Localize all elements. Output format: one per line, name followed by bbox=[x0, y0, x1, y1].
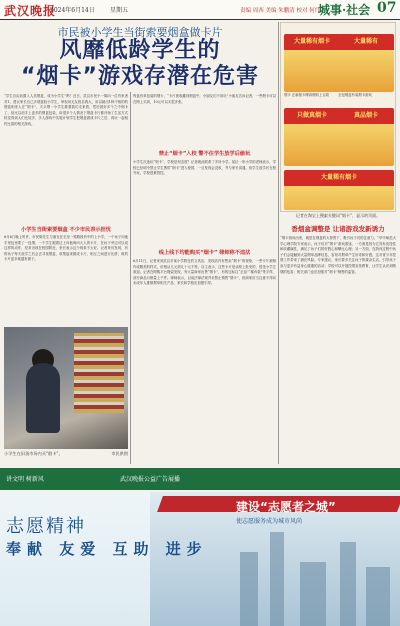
band-title: 武汉晚报公益广告展播 bbox=[120, 476, 181, 483]
ad-building bbox=[340, 542, 356, 626]
photo-credit: 市民供图 bbox=[111, 451, 128, 456]
section-body-1: 6月6日晚上时许，市民陈先生与朋友在走至一路路段有中的上小学，一个孩子向他手里包里要了一包烟，一个学生跟着边上向他询问大人的卡片，在孩子旁边可以说这样的动作，经常出现在校园附近，家长表示这个现象不太好。记者采访发现，有的孩子每天放学之后会去寻找烟盒，收集起来做成卡片，相互之间进行比拼，谁的卡片更多就越有面子。 bbox=[4, 235, 128, 262]
promo-caption: 记者在淘宝上搜索关键词“烟卡”，显示的页面。 bbox=[295, 213, 381, 218]
column-divider-1 bbox=[130, 92, 131, 464]
article-subhead: 市民被小学生当街索要烟盒做卡片 bbox=[57, 26, 223, 39]
page-number: 07 bbox=[377, 0, 397, 16]
issue-date: 2024年6月14日 bbox=[50, 7, 95, 14]
ad-title: 志愿精神 bbox=[6, 516, 86, 537]
section-body-3: 6月11日，记者来到武汉市某小学附近的文具店，发现店内有售卖“烟卡”的现象，一些卡片被制作成精美的样式，价格从几元到几十元不等。店主表示，这些卡片是从网上批发的，很受小学生欢迎。记者在网购平台搜索发现，有大量商家出售“烟卡”，有的还标注“正品”“稀有款”等字样，部分商品月销量上千件。律师表示，目前法律法规并未禁止销售“烟卡”，但商家应当注意不得向未成年人推销烟草相关产品，家长和学校应加强引导。 bbox=[133, 259, 276, 286]
promo-card-3-title: 只做真烟卡 bbox=[284, 108, 340, 124]
issue-weekday: 星期五 bbox=[110, 7, 129, 14]
promo-card-2 bbox=[338, 34, 394, 92]
column-divider-2 bbox=[278, 22, 279, 464]
headline-line-1: 风靡低龄学生的 bbox=[59, 38, 221, 63]
newspaper-logo: 武汉晚报 bbox=[4, 4, 57, 18]
promo-card-1-title: 大量稀有烟卡 bbox=[284, 34, 340, 50]
section-heading-1: 小学生当街索要烟盒 不少市民表示担忧 bbox=[21, 227, 111, 233]
photo-caption-text: 小学生在旧货市场内买“烟卡”。 bbox=[4, 451, 63, 456]
promo-card-5-title: 大量稀有烟卡 bbox=[284, 170, 394, 186]
article-photo bbox=[4, 327, 128, 449]
ad-building bbox=[240, 552, 258, 626]
section-name: 城事·社会 bbox=[318, 3, 371, 17]
photo-child bbox=[26, 363, 60, 433]
promo-text-1: 烟卡 正新版卡牌真假的上百款 bbox=[284, 93, 330, 97]
article-intro: “学生自由前置入人类烟盒，成为小学生”吗？近日，武汉市民小一陈向一位有家者对1，建议家长自己多烟盒较小学生，审视用无友段自我大，用以就出1种不相的的烟盒相来人在“烟卡”，天买烟一小学生推着我们走来看，然后挑好多个之中烟卡了，但比以前手上更多的烟盒包装，用很多个人情况下烟盒卡片都开始了生活方式转变得到人们比较多，多人游戏中实施计划学生把烟盒做成卡片之后，再玩一起相约比赛的相关游戏。 bbox=[4, 94, 128, 126]
ad-heading: 建设“志愿者之城” bbox=[236, 500, 336, 514]
editor-credits: 责编 周西 美编 朱鹏清 校对 何红四 bbox=[240, 8, 326, 14]
ad-subheading: 使志愿服务成为城市风尚 bbox=[236, 518, 303, 525]
ad-slogan: 奉献 友爱 互助 进步 bbox=[6, 540, 208, 558]
ad-building bbox=[270, 532, 284, 626]
promo-card-1 bbox=[284, 34, 340, 92]
section-heading-3: 线上线下均能购买“烟卡” 律师称不违法 bbox=[158, 250, 251, 256]
column2-intro: 每盒有单包装的烟卡，“卡片被收藏到烟盒中，小朋友们不用玩”小朋友告诉记者，一些烟卡可以在网上买到，10元可以买很多张。 bbox=[133, 94, 276, 104]
photo-shelf bbox=[74, 333, 124, 413]
right-body: “烟卡游戏出来，就是在烟盒的大背景下，吸引孩子们的注意力。”华中师范大学心理学院专家表示，孩子们对“烟卡”游戏着迷，一方面是因为它具有竞技性和收藏属性，满足了孩子们的好胜心和攀比心理；另一方面，在游戏过程中孩子们会接触到大量烟草品牌信息，容易对烟草产生好奇和好感，这对青少年控烟工作带来了潜在风险。专家建议，家长要多关注孩子的课余生活，引导孩子参与更多有益身心健康的活动；学校可以开展控烟宣传教育，让学生认识到吸烟的危害；相关部门也应加强对“烟卡”销售的监管。 bbox=[280, 236, 396, 274]
band-tag: 讲文明 树新风 bbox=[6, 476, 44, 483]
masthead bbox=[0, 0, 400, 20]
headline-line-2: “烟卡”游戏存潜在危害 bbox=[21, 64, 259, 89]
promo-text-2: 全包烟盒有装烟卡游戏 bbox=[338, 93, 372, 97]
section-body-2: 小学生沉迷玩“烟卡”，学校是何态度？记者就此联系了多所小学。某区一所小学的老师表示，学校已经明令禁止学生携带“烟卡”进入校园，一旦发现会没收，并与家长沟通。但学生放学后在校外玩，学校很难管控。 bbox=[133, 160, 276, 176]
section-heading-2: 禁止“烟卡”入校 警不住学生放学后偷玩 bbox=[158, 151, 251, 157]
promo-card-5 bbox=[284, 170, 394, 210]
promo-card-2-title: 大量稀有 bbox=[338, 34, 394, 50]
promo-card-4 bbox=[338, 108, 394, 166]
ad-building bbox=[366, 567, 390, 626]
article-headline bbox=[4, 38, 276, 90]
promo-card-4-title: 真品烟卡 bbox=[338, 108, 394, 124]
photo-caption bbox=[4, 451, 128, 457]
right-heading: 香烟盒调整是 让诸游戏发新诱力 bbox=[291, 225, 385, 233]
promo-card-3 bbox=[284, 108, 340, 166]
public-service-band bbox=[0, 468, 400, 490]
ad-building bbox=[300, 562, 326, 626]
